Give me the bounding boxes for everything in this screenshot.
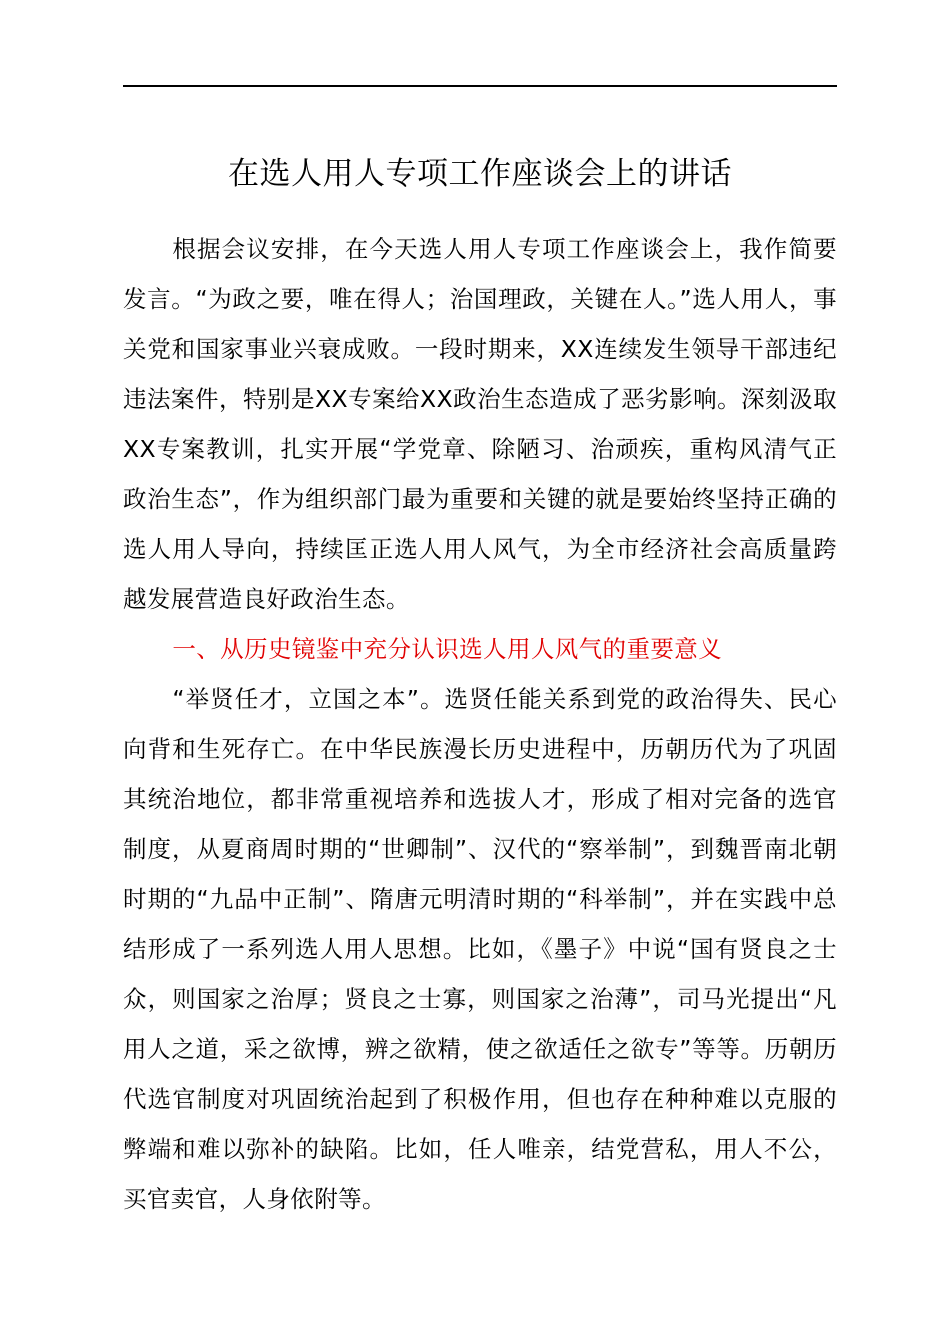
header-rule (123, 85, 837, 87)
section-heading-1: 一、从历史镜鉴中充分认识选人用人风气的重要意义 (172, 635, 723, 663)
paragraph-history: “举贤任才，立国之本”。选贤任能关系到党的政治得失、民心向背和生死存亡。在中华民族漫长历史进程中，历朝历代为了巩固其统治地位，都非常重视培养和选拔人才，形成了相对完备的选官制度，从夏商周时期的“世卿制”、汉代的“察举制”，到魏晋南北朝时期的“九品中正制”、隋唐元明清时期的“科举制”，并在实践中总结形成了一系列选人用人思想。比如，《墨子》中说“国有贤良之士众，则国家之治厚；贤良之士寡，则国家之治薄”，司马光提出“凡用人之道，采之欲博，辨之欲精，使之欲适任之欲专”等等。历朝历代选官制度对巩固统治起到了积极作用，但也存在种种难以克服的弊端和难以弥补的缺陷。比如，任人唯亲，结党营私，用人不公，买官卖官，人身依附等。 (123, 685, 837, 1213)
paragraph-intro: 根据会议安排，在今天选人用人专项工作座谈会上，我作简要发言。“为政之要，唯在得人；治国理政，关键在人。”选人用人，事关党和国家事业兴衰成败。一段时期来，XX连续发生领导干部违纪违法案件，特别是XX专案给XX政治生态造成了恶劣影响。深刻汲取XX专案教训，扎实开展“学党章、除陋习、治顽疾，重构风清气正政治生态”，作为组织部门最为重要和关键的就是要始终坚持正确的选人用人导向，持续匡正选人用人风气，为全市经济社会高质量跨越发展营造良好政治生态。 (123, 235, 837, 613)
document-body (123, 224, 837, 1224)
document-title: 在选人用人专项工作座谈会上的讲话 (228, 156, 732, 192)
